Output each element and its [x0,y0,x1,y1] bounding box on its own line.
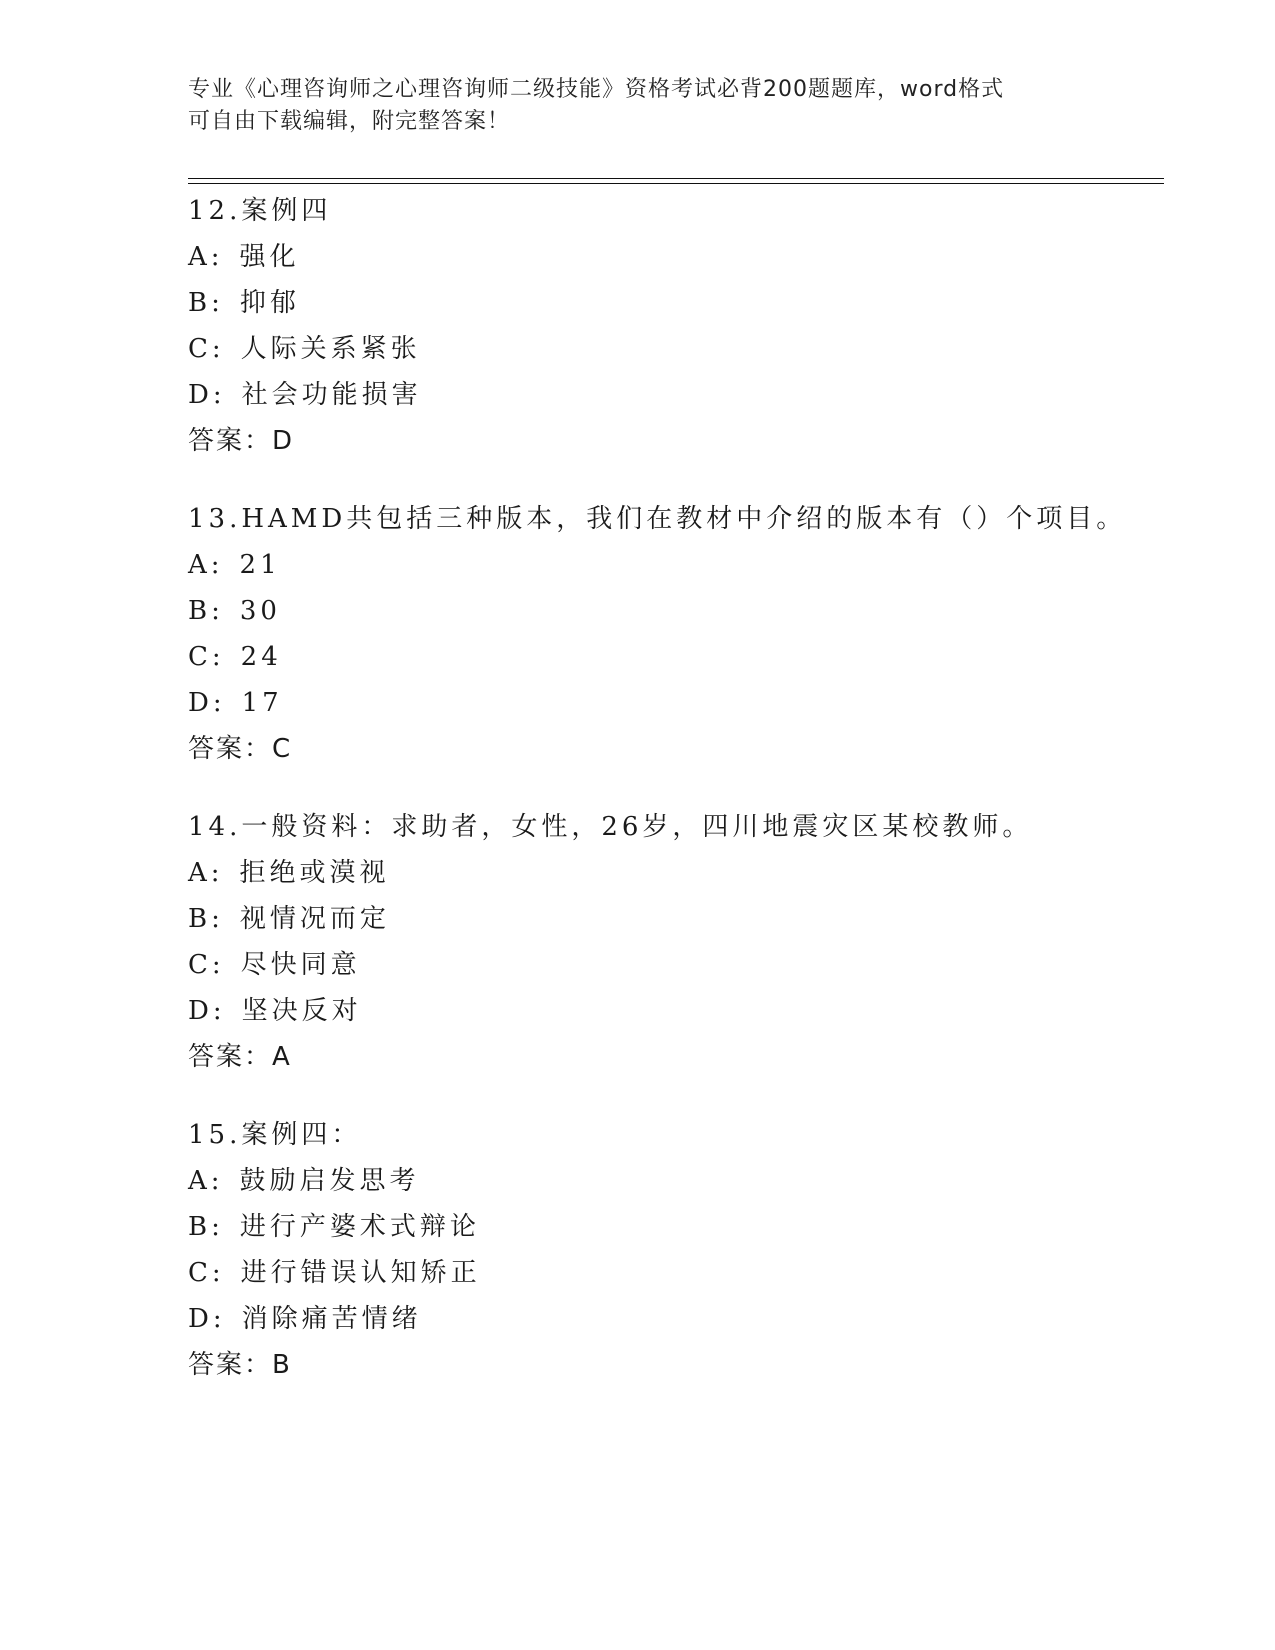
option-text: 强化 [239,242,300,272]
header-divider-bottom [188,183,1164,184]
question-15 [188,1112,1168,1388]
option-key: C: [188,642,225,672]
option-a [188,234,1168,280]
question-stem: 13.HAMD共包括三种版本，我们在教材中介绍的版本有（）个项目。 [188,504,1127,534]
question-12 [188,188,1168,464]
option-key: B: [188,596,224,626]
option-text: 人际关系紧张 [240,334,421,364]
option-text: 社会功能损害 [241,380,422,410]
option-key: B: [188,288,224,318]
option-text: 30 [239,596,281,626]
option-b [188,588,1168,634]
option-text: 坚决反对 [241,996,362,1026]
option-d [188,372,1168,418]
option-key: D: [188,1304,226,1334]
option-key: D: [188,996,226,1026]
option-c [188,326,1168,372]
option-d [188,1296,1168,1342]
option-text: 消除痛苦情绪 [241,1304,422,1334]
option-key: B: [188,1212,224,1242]
option-b [188,1204,1168,1250]
question-14 [188,804,1168,1080]
option-c [188,1250,1168,1296]
option-d [188,680,1168,726]
option-text: 进行产婆术式辩论 [239,1212,480,1242]
option-key: C: [188,334,225,364]
option-key: A: [188,242,224,272]
option-key: A: [188,858,224,888]
option-text: 尽快同意 [240,950,361,980]
question-stem: 14.一般资料：求助者，女性，26岁，四川地震灾区某校教师。 [188,812,1033,842]
option-b [188,280,1168,326]
header-line-1: 专业《心理咨询师之心理咨询师二级技能》资格考试必背200题题库，word格式 [188,77,1005,102]
option-d [188,988,1168,1034]
option-b [188,896,1168,942]
option-text: 21 [239,550,281,580]
question-13 [188,496,1168,772]
option-text: 24 [240,642,282,672]
option-text: 17 [241,688,283,718]
option-a [188,1158,1168,1204]
option-key: D: [188,380,226,410]
option-c [188,634,1168,680]
option-text: 视情况而定 [239,904,390,934]
answer-line: 答案：D [188,426,295,456]
option-key: C: [188,1258,225,1288]
option-key: C: [188,950,225,980]
document-header [188,74,1088,138]
header-divider-top [188,178,1164,179]
question-stem: 12.案例四 [188,196,332,226]
option-text: 拒绝或漠视 [239,858,390,888]
question-list [188,188,1168,1420]
option-a [188,850,1168,896]
option-text: 进行错误认知矫正 [240,1258,481,1288]
option-c [188,942,1168,988]
option-text: 抑郁 [239,288,300,318]
question-stem: 15.案例四： [188,1120,362,1150]
option-key: A: [188,550,224,580]
option-key: B: [188,904,224,934]
option-a [188,542,1168,588]
answer-line: 答案：A [188,1042,292,1072]
header-line-2: 可自由下载编辑，附完整答案！ [188,109,511,134]
option-key: D: [188,688,226,718]
option-key: A: [188,1166,224,1196]
option-text: 鼓励启发思考 [239,1166,420,1196]
answer-line: 答案：C [188,734,293,764]
answer-line: 答案：B [188,1350,292,1380]
